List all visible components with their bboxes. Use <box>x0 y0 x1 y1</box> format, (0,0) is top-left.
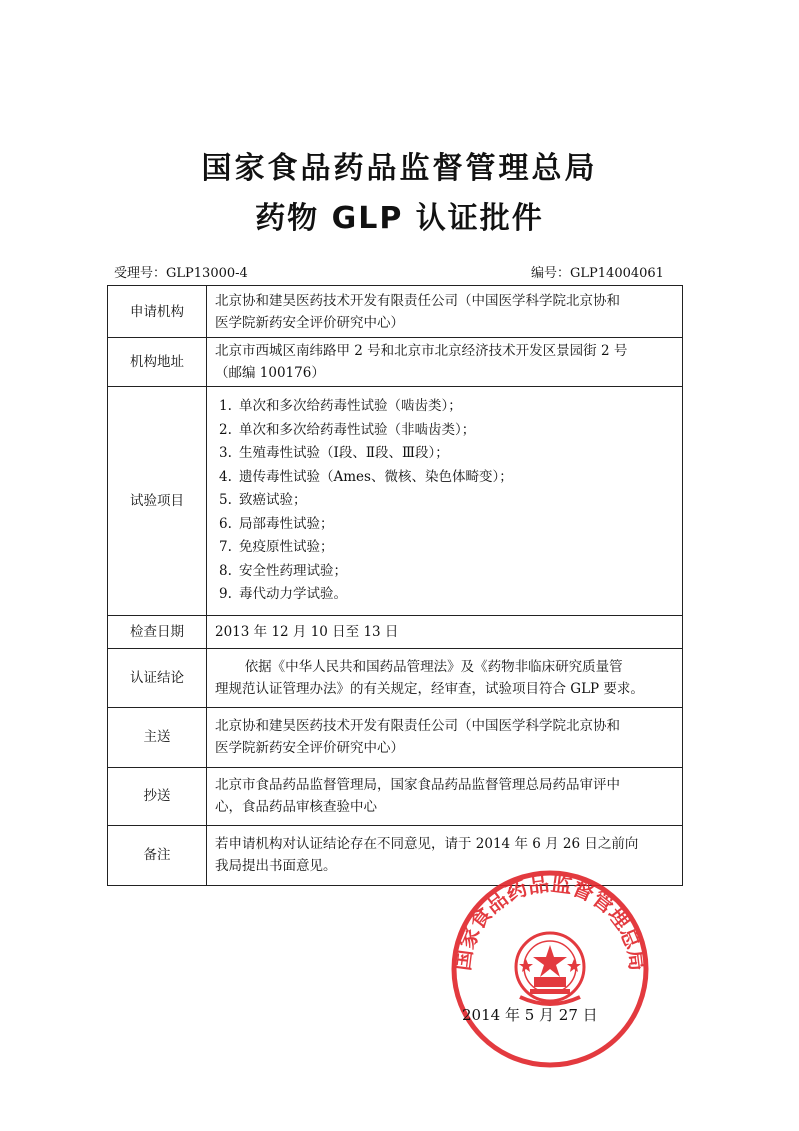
test-item-number: 3. <box>219 445 232 461</box>
test-item-number: 1. <box>219 398 232 414</box>
test-item-text: 免疫原性试验； <box>239 539 334 555</box>
cc-line-2: 心，食品药品审核查验中心 <box>215 799 377 815</box>
address-value <box>207 338 683 387</box>
row-main-send <box>108 707 683 767</box>
applicant-line-2: 医学院新药安全评价研究中心） <box>215 314 404 331</box>
test-item <box>219 466 676 490</box>
test-items-list <box>215 389 676 613</box>
address-label: 机构地址 <box>108 338 207 387</box>
issue-date: 2014 年 5 月 27 日 <box>462 1006 598 1024</box>
address-line-2: （邮编 100176） <box>215 365 325 381</box>
test-item <box>219 442 676 466</box>
row-inspection-date <box>108 615 683 648</box>
conclusion-value <box>207 648 683 707</box>
cc-value <box>207 767 683 825</box>
inspection-date-label: 检查日期 <box>108 615 207 648</box>
test-item-text: 单次和多次给药毒性试验（非啮齿类）； <box>239 421 476 438</box>
conclusion-line-1: 依据《中华人民共和国药品管理法》及《药物非临床研究质量管 <box>244 658 623 675</box>
test-item-number: 6. <box>219 515 232 532</box>
address-line-1: 北京市西城区南纬路甲 2 号和北京市北京经济技术开发区景园街 2 号 <box>215 343 628 359</box>
row-test-items <box>108 387 683 616</box>
cc-line-1: 北京市食品药品监督管理局，国家食品药品监督管理总局药品审评中 <box>215 777 620 793</box>
document-subtitle: 药物 GLP 认证批件 <box>255 201 544 236</box>
applicant-line-1: 北京协和建昊医药技术开发有限责任公司（中国医学科学院北京协和 <box>215 292 620 309</box>
row-applicant <box>108 286 683 338</box>
test-item-number: 7. <box>219 539 232 555</box>
test-item-number: 2. <box>219 421 232 438</box>
remarks-line-2: 我局提出书面意见。 <box>215 858 337 874</box>
remarks-label: 备注 <box>108 825 207 885</box>
acceptance-number-label: 受理号： <box>114 266 167 281</box>
test-item-text: 致癌试验； <box>239 492 307 508</box>
official-seal-icon <box>450 869 650 1069</box>
test-item-number: 8. <box>219 562 232 579</box>
test-item-text: 遗传毒性试验（Ames、微核、染色体畸变）； <box>239 468 513 485</box>
test-item-text: 毒代动力学试验。 <box>239 586 347 602</box>
row-conclusion <box>108 648 683 707</box>
test-item-text: 安全性药理试验； <box>239 562 347 579</box>
remarks-line-1: 若申请机构对认证结论存在不同意见，请于 2014 年 6 月 26 日之前向 <box>215 836 639 852</box>
test-item <box>219 536 676 560</box>
test-item <box>219 513 676 537</box>
conclusion-label: 认证结论 <box>108 648 207 707</box>
acceptance-number <box>114 262 248 281</box>
test-item-text: 生殖毒性试验（Ⅰ段、Ⅱ段、Ⅲ段）； <box>239 445 449 461</box>
test-item-text: 单次和多次给药毒性试验（啮齿类）； <box>239 398 462 414</box>
applicant-label: 申请机构 <box>108 286 207 338</box>
main-send-line-2: 医学院新药安全评价研究中心） <box>215 740 404 756</box>
row-cc <box>108 767 683 825</box>
main-send-value <box>207 707 683 767</box>
test-item <box>219 489 676 513</box>
test-item <box>219 395 676 419</box>
test-item-number: 9. <box>219 586 232 602</box>
seal-text: 国家食品药品监督管理总局 <box>450 871 650 973</box>
certificate-table <box>107 285 683 886</box>
test-items-value <box>207 387 683 616</box>
applicant-value <box>207 286 683 338</box>
row-address <box>108 338 683 387</box>
serial-number-value: GLP14004061 <box>570 266 664 281</box>
test-item-number: 4. <box>219 468 232 485</box>
inspection-date-value: 2013 年 12 月 10 日至 13 日 <box>207 615 683 648</box>
test-items-label: 试验项目 <box>108 387 207 616</box>
serial-number <box>531 262 664 281</box>
test-item-number: 5. <box>219 492 232 508</box>
main-send-label: 主送 <box>108 707 207 767</box>
test-item <box>219 583 676 607</box>
conclusion-line-2: 理规范认证管理办法》的有关规定，经审查，试验项目符合 GLP 要求。 <box>215 680 644 697</box>
serial-number-label: 编号： <box>531 266 571 281</box>
cc-label: 抄送 <box>108 767 207 825</box>
main-send-line-1: 北京协和建昊医药技术开发有限责任公司（中国医学科学院北京协和 <box>215 718 620 734</box>
test-item <box>219 560 676 584</box>
document-title: 国家食品药品监督管理总局 <box>201 151 598 186</box>
acceptance-number-value: GLP13000-4 <box>166 266 248 281</box>
test-item <box>219 419 676 443</box>
test-item-text: 局部毒性试验； <box>239 515 334 532</box>
